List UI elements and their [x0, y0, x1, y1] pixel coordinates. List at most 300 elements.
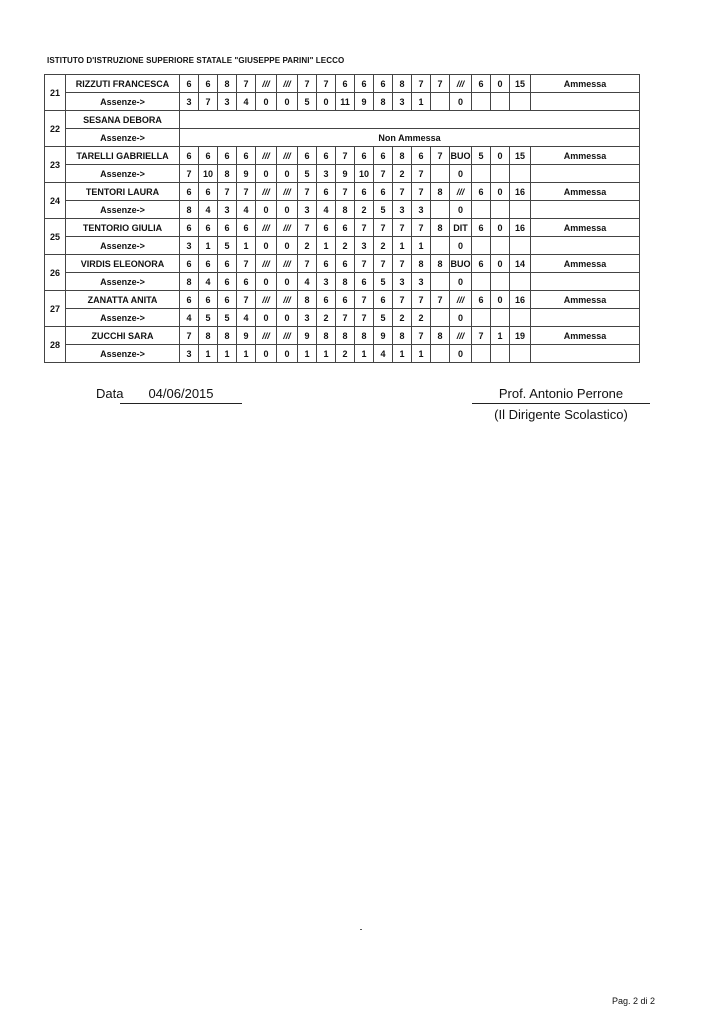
grade-cell: 7	[298, 255, 317, 273]
absence-cell: 0	[256, 273, 277, 291]
absence-cell: 5	[218, 309, 237, 327]
grade-cell: 6	[472, 255, 491, 273]
absence-label: Assenze->	[66, 201, 180, 219]
grade-cell: 7	[412, 291, 431, 309]
grade-cell: BUO	[450, 255, 472, 273]
absence-cell: 8	[218, 165, 237, 183]
absence-cell: 0	[256, 201, 277, 219]
absence-cell	[510, 237, 531, 255]
grade-cell: ///	[277, 291, 298, 309]
grade-cell: 9	[298, 327, 317, 345]
absence-cell	[491, 273, 510, 291]
absence-cell: 0	[450, 165, 472, 183]
grade-cell: ///	[277, 75, 298, 93]
grade-cell: 6	[374, 291, 393, 309]
grade-cell: ///	[256, 147, 277, 165]
student-row	[45, 327, 640, 345]
absence-cell: 3	[218, 93, 237, 111]
scan-speck	[360, 929, 362, 930]
grade-cell: 7	[393, 219, 412, 237]
absence-row	[45, 129, 640, 147]
absence-cell: 0	[450, 345, 472, 363]
absence-cell: 0	[277, 165, 298, 183]
absence-cell	[431, 165, 450, 183]
absence-cell	[491, 93, 510, 111]
absence-cell	[472, 309, 491, 327]
grade-cell: 8	[393, 75, 412, 93]
grade-cell: 8	[393, 327, 412, 345]
grade-cell: 7	[237, 255, 256, 273]
absence-cell	[510, 273, 531, 291]
absence-cell: 0	[450, 201, 472, 219]
grade-cell: 6	[199, 255, 218, 273]
grade-cell: ///	[256, 255, 277, 273]
absence-cell: 0	[256, 165, 277, 183]
grade-cell: 0	[491, 147, 510, 165]
absence-cell: 4	[237, 93, 256, 111]
student-number: 27	[45, 291, 66, 327]
absence-cell: 3	[412, 201, 431, 219]
absence-cell: 0	[277, 237, 298, 255]
absence-cell: 0	[277, 273, 298, 291]
grade-cell: 6	[199, 219, 218, 237]
grade-cell: ///	[256, 75, 277, 93]
grade-cell: 7	[317, 75, 336, 93]
grade-cell: ///	[256, 327, 277, 345]
absence-label: Assenze->	[66, 165, 180, 183]
absence-cell: 2	[336, 345, 355, 363]
absence-cell: 5	[199, 309, 218, 327]
grade-cell: ///	[277, 219, 298, 237]
absence-cell: 6	[355, 273, 374, 291]
absence-cell	[531, 165, 640, 183]
absence-cell: 4	[317, 201, 336, 219]
grade-cell: 7	[237, 291, 256, 309]
absence-row	[45, 93, 640, 111]
absence-cell: 7	[180, 165, 199, 183]
absence-cell: 3	[317, 165, 336, 183]
grade-cell: 7	[355, 291, 374, 309]
grade-cell: 15	[510, 147, 531, 165]
absence-cell	[531, 345, 640, 363]
grade-cell: BUO	[450, 147, 472, 165]
absence-cell: 1	[317, 237, 336, 255]
grade-cell: 6	[199, 291, 218, 309]
absence-row	[45, 309, 640, 327]
absence-cell: 0	[277, 93, 298, 111]
grade-cell: 0	[491, 75, 510, 93]
absence-cell	[531, 237, 640, 255]
page-number: Pag. 2 di 2	[612, 996, 656, 1006]
absence-cell	[531, 93, 640, 111]
grade-cell: 6	[317, 219, 336, 237]
absence-cell	[510, 93, 531, 111]
absence-cell: 1	[237, 237, 256, 255]
student-row	[45, 111, 640, 129]
grade-cell: 6	[218, 219, 237, 237]
absence-cell: 1	[199, 345, 218, 363]
absence-cell	[431, 237, 450, 255]
absence-cell: 10	[355, 165, 374, 183]
grade-cell: ///	[450, 327, 472, 345]
absence-cell: 2	[336, 237, 355, 255]
grade-cell: ///	[277, 183, 298, 201]
grade-cell: 6	[317, 291, 336, 309]
grade-cell: ///	[277, 147, 298, 165]
grade-cell: 6	[298, 147, 317, 165]
absence-cell	[472, 273, 491, 291]
grade-cell: ///	[450, 291, 472, 309]
grade-cell: 6	[218, 291, 237, 309]
grade-cell: 6	[374, 183, 393, 201]
absence-label: Assenze->	[66, 93, 180, 111]
grade-cell: 6	[336, 255, 355, 273]
absence-cell: 1	[412, 93, 431, 111]
absence-cell: 4	[180, 309, 199, 327]
absence-cell: 8	[336, 273, 355, 291]
outcome-cell: Ammessa	[531, 255, 640, 273]
grade-cell: 7	[393, 255, 412, 273]
grade-cell: 6	[336, 75, 355, 93]
absence-cell: 3	[317, 273, 336, 291]
absence-cell	[431, 309, 450, 327]
grade-cell: ///	[450, 75, 472, 93]
absence-cell: 1	[317, 345, 336, 363]
grade-cell: 8	[218, 327, 237, 345]
absence-cell: 4	[237, 201, 256, 219]
absence-cell	[491, 165, 510, 183]
grade-cell: 7	[431, 291, 450, 309]
absence-cell: 1	[199, 237, 218, 255]
student-number: 23	[45, 147, 66, 183]
outcome-cell: Ammessa	[531, 219, 640, 237]
student-number: 22	[45, 111, 66, 147]
absence-cell: 2	[355, 201, 374, 219]
grade-cell: 6	[237, 219, 256, 237]
absence-cell: 3	[218, 201, 237, 219]
grade-cell: 7	[298, 183, 317, 201]
absence-cell: 8	[336, 201, 355, 219]
absence-cell: 2	[298, 237, 317, 255]
grade-cell: 16	[510, 219, 531, 237]
absence-cell: 3	[393, 273, 412, 291]
grade-cell: 9	[374, 327, 393, 345]
absence-cell: 1	[412, 237, 431, 255]
grade-cell: 1	[491, 327, 510, 345]
grade-cell: 6	[180, 147, 199, 165]
absence-cell: 6	[218, 273, 237, 291]
absence-cell	[472, 165, 491, 183]
absence-row	[45, 201, 640, 219]
grade-cell: 7	[298, 219, 317, 237]
grade-cell: 7	[412, 75, 431, 93]
absence-cell: 5	[374, 309, 393, 327]
absence-cell: 1	[393, 345, 412, 363]
grade-cell: 7	[336, 147, 355, 165]
absence-cell: 8	[374, 93, 393, 111]
grade-cell: 6	[336, 219, 355, 237]
absence-cell: 0	[256, 309, 277, 327]
absence-cell: 8	[180, 201, 199, 219]
grade-cell: 7	[336, 183, 355, 201]
student-number: 28	[45, 327, 66, 363]
absence-cell: 5	[298, 165, 317, 183]
grade-cell: ///	[256, 183, 277, 201]
absence-row	[45, 237, 640, 255]
absence-cell	[431, 273, 450, 291]
grade-cell: 6	[199, 147, 218, 165]
absence-cell: 5	[374, 273, 393, 291]
absence-row	[45, 345, 640, 363]
grade-cell: 8	[336, 327, 355, 345]
absence-label: Assenze->	[66, 309, 180, 327]
student-row	[45, 291, 640, 309]
absence-cell	[431, 201, 450, 219]
grade-cell: 7	[374, 255, 393, 273]
grade-cell: 7	[355, 255, 374, 273]
absence-cell	[431, 345, 450, 363]
grade-cell: 8	[317, 327, 336, 345]
absence-cell: 0	[450, 237, 472, 255]
absence-cell: 1	[298, 345, 317, 363]
grade-cell: 6	[472, 291, 491, 309]
grade-cell: 8	[298, 291, 317, 309]
grade-cell: 7	[298, 75, 317, 93]
student-number: 25	[45, 219, 66, 255]
student-name: VIRDIS ELEONORA	[66, 255, 180, 273]
absence-row	[45, 165, 640, 183]
absence-cell	[531, 273, 640, 291]
absence-cell	[491, 309, 510, 327]
grade-cell: ///	[277, 255, 298, 273]
absence-cell	[510, 309, 531, 327]
grade-cell: 15	[510, 75, 531, 93]
grade-cell: 0	[491, 255, 510, 273]
grade-cell: 6	[180, 183, 199, 201]
grade-cell: 6	[218, 147, 237, 165]
outcome-cell: Ammessa	[531, 327, 640, 345]
empty-grades	[180, 111, 640, 129]
grade-cell: 5	[472, 147, 491, 165]
grade-cell: 6	[374, 147, 393, 165]
grade-cell: ///	[256, 291, 277, 309]
grade-cell: 0	[491, 219, 510, 237]
grade-cell: DIT	[450, 219, 472, 237]
grade-cell: 6	[355, 183, 374, 201]
student-name: TARELLI GABRIELLA	[66, 147, 180, 165]
absence-cell: 7	[336, 309, 355, 327]
grade-cell: 7	[355, 219, 374, 237]
absence-row	[45, 273, 640, 291]
absence-cell: 1	[218, 345, 237, 363]
grade-cell: ///	[450, 183, 472, 201]
absence-cell: 3	[393, 201, 412, 219]
grade-cell: 16	[510, 183, 531, 201]
grade-cell: 6	[180, 255, 199, 273]
signatory-name: Prof. Antonio Perrone	[472, 386, 650, 404]
grade-cell: 7	[412, 183, 431, 201]
absence-cell: 7	[355, 309, 374, 327]
grade-cell: 6	[199, 75, 218, 93]
absence-cell	[531, 309, 640, 327]
grade-cell: 6	[374, 75, 393, 93]
absence-cell	[510, 345, 531, 363]
grade-cell: 7	[237, 75, 256, 93]
absence-cell: 2	[374, 237, 393, 255]
grade-cell: 8	[431, 327, 450, 345]
outcome-cell: Ammessa	[531, 75, 640, 93]
absence-cell: 11	[336, 93, 355, 111]
grades-table	[44, 74, 640, 363]
grade-cell: 6	[237, 147, 256, 165]
student-number: 21	[45, 75, 66, 111]
student-row	[45, 255, 640, 273]
absence-cell	[491, 237, 510, 255]
grade-cell: 7	[412, 327, 431, 345]
absence-label: Assenze->	[66, 237, 180, 255]
grade-cell: 6	[180, 75, 199, 93]
outcome-cell: Non Ammessa	[180, 129, 640, 147]
absence-cell: 3	[180, 237, 199, 255]
grade-cell: 6	[336, 291, 355, 309]
grade-cell: 0	[491, 183, 510, 201]
absence-cell: 1	[237, 345, 256, 363]
absence-cell: 5	[218, 237, 237, 255]
absence-cell: 0	[256, 345, 277, 363]
date-label: Data	[96, 386, 124, 401]
absence-cell: 7	[412, 165, 431, 183]
absence-cell: 2	[393, 165, 412, 183]
grade-cell: 6	[355, 147, 374, 165]
student-number: 24	[45, 183, 66, 219]
grade-cell: 8	[431, 219, 450, 237]
grade-cell: 7	[431, 147, 450, 165]
grade-cell: 6	[317, 183, 336, 201]
absence-cell: 4	[199, 201, 218, 219]
absence-cell: 0	[450, 309, 472, 327]
absence-cell: 3	[180, 345, 199, 363]
grade-cell: 0	[491, 291, 510, 309]
grade-cell: 6	[472, 183, 491, 201]
grade-cell: 6	[180, 219, 199, 237]
absence-cell	[510, 201, 531, 219]
absence-cell: 9	[336, 165, 355, 183]
grade-cell: 8	[218, 75, 237, 93]
absence-cell: 1	[355, 345, 374, 363]
absence-cell: 0	[277, 309, 298, 327]
grade-cell: 9	[237, 327, 256, 345]
absence-cell: 4	[298, 273, 317, 291]
absence-cell: 0	[277, 345, 298, 363]
absence-cell: 5	[298, 93, 317, 111]
absence-cell: 3	[393, 93, 412, 111]
absence-cell: 1	[412, 345, 431, 363]
grade-cell: 6	[412, 147, 431, 165]
absence-cell: 9	[355, 93, 374, 111]
grade-cell: 8	[412, 255, 431, 273]
school-header: ISTITUTO D'ISTRUZIONE SUPERIORE STATALE "GIUSEPPE PARINI" LECCO	[47, 56, 345, 65]
grade-cell: 7	[472, 327, 491, 345]
absence-cell: 0	[450, 93, 472, 111]
absence-cell: 4	[374, 345, 393, 363]
student-number: 26	[45, 255, 66, 291]
absence-cell: 7	[199, 93, 218, 111]
absence-label: Assenze->	[66, 345, 180, 363]
absence-cell: 2	[317, 309, 336, 327]
date-value: 04/06/2015	[120, 386, 242, 404]
absence-cell	[510, 165, 531, 183]
absence-cell	[472, 201, 491, 219]
absence-cell: 2	[393, 309, 412, 327]
absence-cell	[491, 345, 510, 363]
absence-cell: 3	[180, 93, 199, 111]
student-row	[45, 219, 640, 237]
student-row	[45, 147, 640, 165]
grade-cell: 7	[431, 75, 450, 93]
absence-cell	[472, 345, 491, 363]
grade-cell: 7	[218, 183, 237, 201]
absence-cell: 4	[199, 273, 218, 291]
student-name: ZUCCHI SARA	[66, 327, 180, 345]
outcome-cell: Ammessa	[531, 183, 640, 201]
grade-cell: 6	[472, 75, 491, 93]
grade-cell: 8	[355, 327, 374, 345]
grade-cell: 6	[180, 291, 199, 309]
outcome-cell: Ammessa	[531, 291, 640, 309]
grade-cell: ///	[277, 327, 298, 345]
signatory-role: (Il Dirigente Scolastico)	[494, 407, 628, 422]
grade-cell: 7	[412, 219, 431, 237]
absence-cell: 4	[237, 309, 256, 327]
grade-cell: 7	[393, 291, 412, 309]
student-row	[45, 75, 640, 93]
grade-cell: 6	[355, 75, 374, 93]
absence-cell: 8	[180, 273, 199, 291]
grade-cell: 16	[510, 291, 531, 309]
absence-cell: 0	[450, 273, 472, 291]
absence-cell: 6	[237, 273, 256, 291]
grade-cell: 19	[510, 327, 531, 345]
absence-label: Assenze->	[66, 273, 180, 291]
absence-cell: 3	[298, 201, 317, 219]
absence-cell: 2	[412, 309, 431, 327]
student-name: RIZZUTI FRANCESCA	[66, 75, 180, 93]
absence-cell: 3	[298, 309, 317, 327]
grade-cell: 6	[317, 147, 336, 165]
student-name: TENTORI LAURA	[66, 183, 180, 201]
student-name: SESANA DEBORA	[66, 111, 180, 129]
grade-cell: 6	[199, 183, 218, 201]
outcome-cell: Ammessa	[531, 147, 640, 165]
grade-cell: 7	[237, 183, 256, 201]
absence-cell	[491, 201, 510, 219]
absence-cell	[431, 93, 450, 111]
absence-cell: 10	[199, 165, 218, 183]
absence-cell: 0	[277, 201, 298, 219]
absence-cell	[472, 237, 491, 255]
absence-cell: 3	[355, 237, 374, 255]
grade-cell: 6	[317, 255, 336, 273]
student-name: ZANATTA ANITA	[66, 291, 180, 309]
absence-cell: 9	[237, 165, 256, 183]
grade-cell: 8	[393, 147, 412, 165]
grade-cell: 7	[393, 183, 412, 201]
absence-cell	[472, 93, 491, 111]
student-name: TENTORIO GIULIA	[66, 219, 180, 237]
grade-cell: 6	[218, 255, 237, 273]
grade-cell: 7	[180, 327, 199, 345]
grade-cell: 6	[472, 219, 491, 237]
